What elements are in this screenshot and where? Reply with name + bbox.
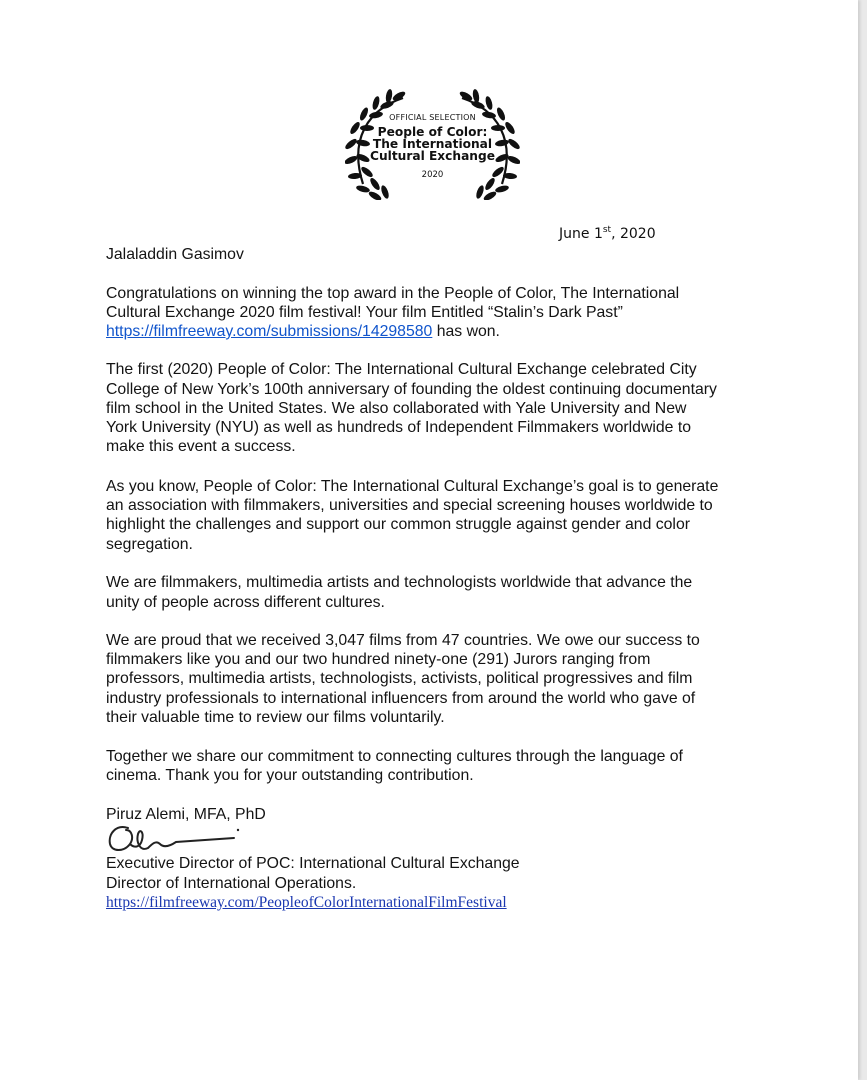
paragraph-5-line: their valuable time to review our films voluntarily. xyxy=(106,709,445,726)
paragraph-2-line: College of New York’s 100th anniversary of founding the oldest continuing documentary xyxy=(106,381,717,398)
submission-link[interactable]: https://filmfreeway.com/submissions/14298580 xyxy=(106,323,433,340)
official-selection-laurel xyxy=(345,88,520,200)
signer-title-1: Executive Director of POC: International Cultural Exchange xyxy=(106,855,520,872)
festival-name-line-2: The International xyxy=(372,137,493,151)
official-selection-label: OFFICIAL SELECTION xyxy=(389,113,476,122)
paragraph-1-line: Cultural Exchange 2020 film festival! Your film Entitled “Stalin’s Dark Past” xyxy=(106,304,623,321)
festival-link-line xyxy=(106,893,507,912)
paragraph-4-line: We are filmmakers, multimedia artists and technologists worldwide that advance the xyxy=(106,574,693,591)
date-year: , 2020 xyxy=(611,226,656,242)
paragraph-4-line: unity of people across different cultures. xyxy=(106,594,385,611)
paragraph-2-line: make this event a success. xyxy=(106,438,296,455)
date-day: June 1 xyxy=(559,226,603,242)
paragraph-5-line: industry professionals to international influencers from around the world who gave of xyxy=(106,690,696,707)
paragraph-1-line xyxy=(106,322,500,341)
festival-name-line-3: Cultural Exchange xyxy=(370,149,495,163)
paragraph-3-line: an association with filmmakers, universities and special screening houses worldwide to xyxy=(106,497,713,514)
letter-date xyxy=(559,225,656,242)
paragraph-1-line: Congratulations on winning the top award in the People of Color, The International xyxy=(106,285,680,302)
paragraph-6-line: cinema. Thank you for your outstanding contribution. xyxy=(106,767,474,784)
paragraph-6-line: Together we share our commitment to connecting cultures through the language of xyxy=(106,748,683,765)
paragraph-2-line: The first (2020) People of Color: The International Cultural Exchange celebrated City xyxy=(106,361,697,378)
signer-name: Piruz Alemi, MFA, PhD xyxy=(106,806,266,823)
paragraph-5-line: We are proud that we received 3,047 films from 47 countries. We owe our success to xyxy=(106,632,700,649)
paragraph-3-line: segregation. xyxy=(106,536,193,553)
festival-name-line-1: People of Color: xyxy=(377,125,488,139)
festival-year: 2020 xyxy=(421,170,444,180)
date-ordinal: st xyxy=(602,225,612,235)
paragraph-3-line: As you know, People of Color: The International Cultural Exchange’s goal is to generate xyxy=(106,478,719,495)
paragraph-2-line: film school in the United States. We also collaborated with Yale University and New xyxy=(106,400,687,417)
signer-title-2: Director of International Operations. xyxy=(106,875,357,892)
paragraph-2-line: York University (NYU) as well as hundreds of Independent Filmmakers worldwide to xyxy=(106,419,692,436)
paragraph-3-line: highlight the challenges and support our common struggle against gender and color xyxy=(106,516,690,533)
paragraph-5-line: professors, multimedia artists, technologists, activists, political progressives and film xyxy=(106,670,693,687)
festival-link[interactable]: https://filmfreeway.com/PeopleofColorInternationalFilmFestival xyxy=(106,894,507,911)
handwritten-signature xyxy=(104,818,249,858)
recipient-name: Jalaladdin Gasimov xyxy=(106,246,244,263)
paragraph-5-line: filmmakers like you and our two hundred ninety-one (291) Jurors ranging from xyxy=(106,651,651,668)
has-won-text: has won. xyxy=(432,323,500,340)
